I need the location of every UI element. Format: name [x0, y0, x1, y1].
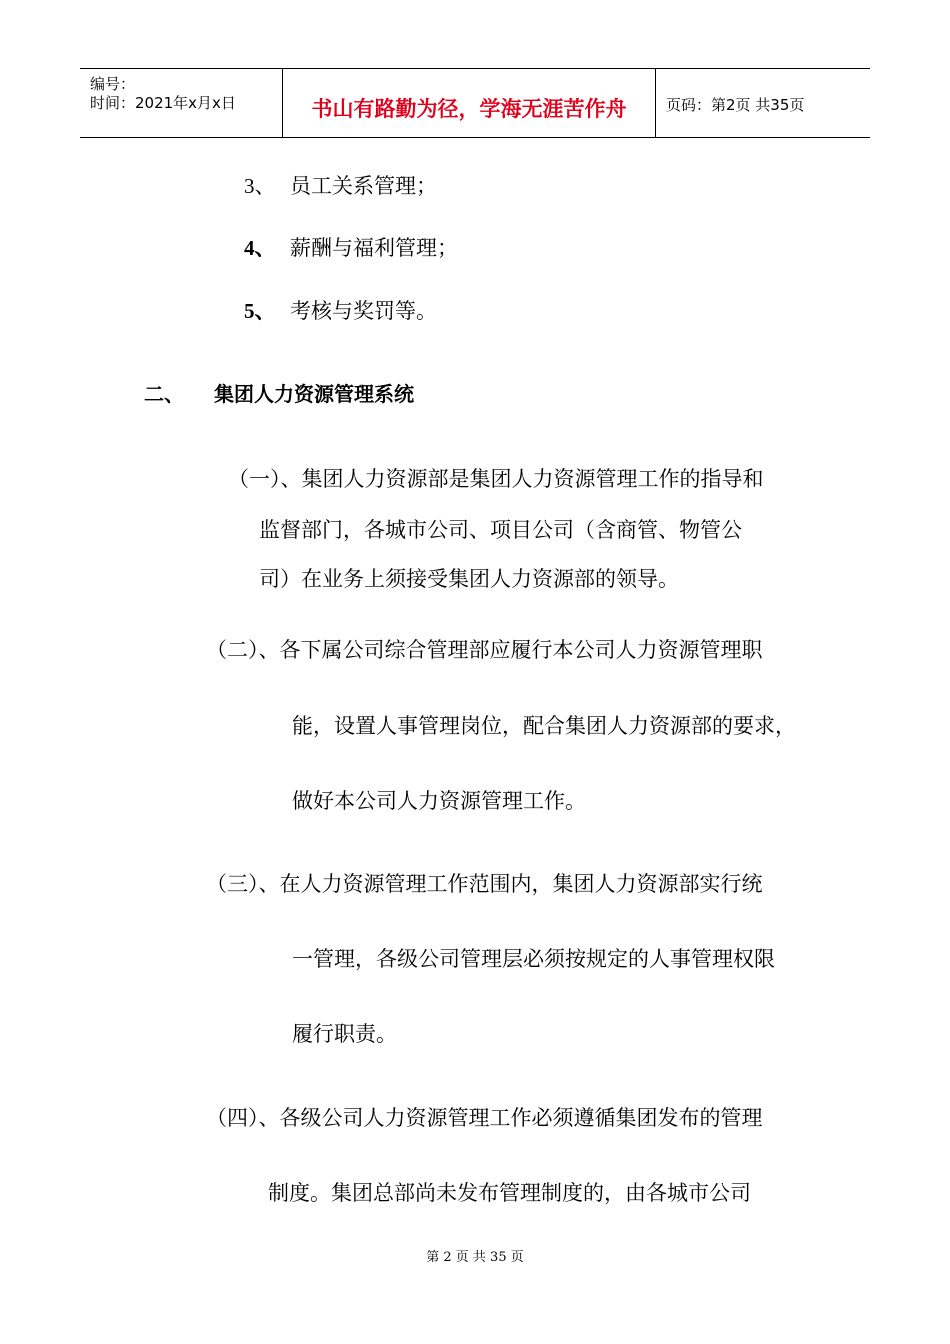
- paragraph-line: 能，设置人事管理岗位，配合集团人力资源部的要求，: [292, 714, 796, 738]
- paragraph-line: 履行职责。: [292, 1022, 397, 1046]
- paragraph-line: （四）、各级公司人力资源管理工作必须遵循集团发布的管理: [206, 1106, 763, 1130]
- paragraph-line: 监督部门，各城市公司、项目公司（含商管、物管公: [259, 518, 742, 542]
- list-item-number: 5、: [244, 299, 276, 323]
- paragraph-line: （一）、集团人力资源部是集团人力资源管理工作的指导和: [228, 467, 764, 491]
- list-item-number: 4、: [244, 236, 276, 260]
- paragraph-line: 司）在业务上须接受集团人力资源部的领导。: [259, 567, 679, 591]
- paragraph-line: 一管理，各级公司管理层必须按规定的人事管理权限: [292, 947, 775, 971]
- header-info-cell: [80, 69, 282, 137]
- list-item-text: 考核与奖罚等。: [290, 299, 437, 323]
- page-footer: 第 2 页 共 35 页: [426, 1250, 524, 1265]
- header-motto-cell: [282, 69, 656, 137]
- header-motto: 书山有路勤为径，学海无涯苦作舟: [311, 97, 627, 121]
- paragraph-line: （三）、在人力资源管理工作范围内，集团人力资源部实行统: [206, 872, 763, 896]
- paragraph-line: （二）、各下属公司综合管理部应履行本公司人力资源管理职: [206, 638, 763, 662]
- paragraph-line: 做好本公司人力资源管理工作。: [292, 789, 586, 813]
- serial-number-label: 编号：: [90, 75, 136, 93]
- date-label: 时间：2021年x月x日: [90, 94, 236, 112]
- header-page-cell: [656, 69, 870, 137]
- header-page-number: 页码：第2页 共35页: [666, 96, 805, 114]
- section-title: 集团人力资源管理系统: [214, 382, 414, 406]
- section-number: 二、: [144, 382, 184, 406]
- page-header: [80, 68, 870, 138]
- list-item-text: 员工关系管理；: [290, 174, 437, 198]
- list-item-number: 3、: [244, 174, 276, 198]
- paragraph-line: 制度。集团总部尚未发布管理制度的，由各城市公司: [268, 1181, 751, 1205]
- list-item-text: 薪酬与福利管理；: [290, 236, 458, 260]
